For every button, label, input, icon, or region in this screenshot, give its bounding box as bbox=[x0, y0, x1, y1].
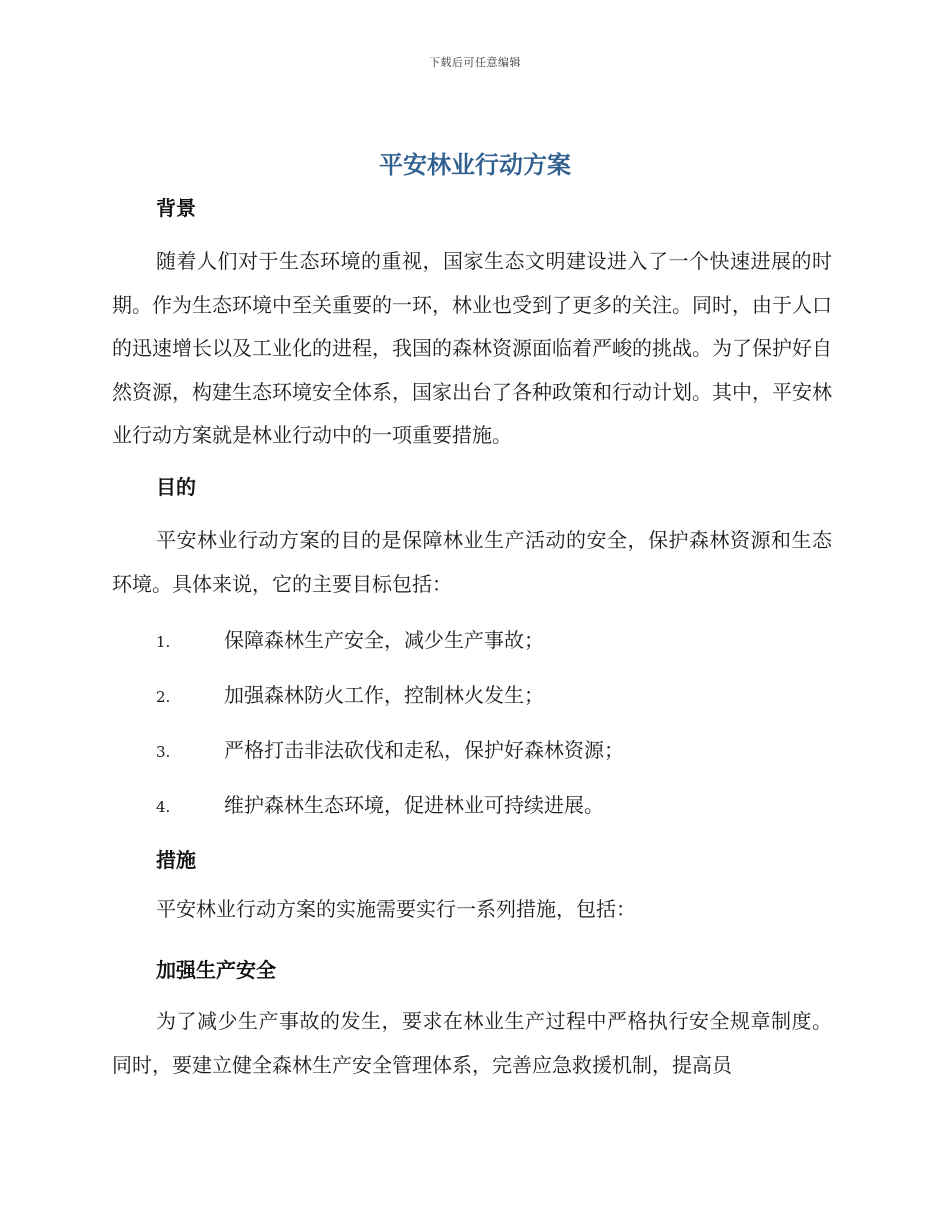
list-text: 保障森林生产安全，减少生产事故； bbox=[224, 628, 544, 652]
paragraph-production-safety: 为了减少生产事故的发生，要求在林业生产过程中严格执行安全规章制度。同时，要建立健全森林生产安全管理体系，完善应急救援机制，提高员 bbox=[112, 1009, 832, 1077]
list-number: 2. bbox=[156, 688, 171, 706]
list-item-goal-3 bbox=[156, 734, 624, 763]
document-title: 平安林业行动方案 bbox=[379, 151, 571, 179]
list-number: 1. bbox=[156, 633, 171, 651]
list-text: 严格打击非法砍伐和走私，保护好森林资源； bbox=[224, 738, 624, 762]
heading-measures: 措施 bbox=[156, 848, 196, 872]
heading-purpose: 目的 bbox=[156, 475, 196, 499]
paragraph-measures: 平安林业行动方案的实施需要实行一系列措施，包括： bbox=[156, 897, 636, 921]
heading-production-safety: 加强生产安全 bbox=[156, 958, 276, 982]
list-item-goal-1 bbox=[156, 624, 544, 653]
list-text: 加强森林防火工作，控制林火发生； bbox=[224, 683, 544, 707]
list-text: 维护森林生态环境，促进林业可持续进展。 bbox=[224, 793, 604, 817]
page-header-note: 下载后可任意编辑 bbox=[429, 56, 521, 69]
heading-background: 背景 bbox=[156, 196, 196, 220]
list-item-goal-4 bbox=[156, 789, 604, 818]
list-item-goal-2 bbox=[156, 679, 544, 708]
list-number: 4. bbox=[156, 798, 171, 816]
paragraph-purpose: 平安林业行动方案的目的是保障林业生产活动的安全，保护森林资源和生态环境。具体来说，它的主要目标包括： bbox=[112, 528, 832, 596]
paragraph-background: 随着人们对于生态环境的重视，国家生态文明建设进入了一个快速进展的时期。作为生态环境中至关重要的一环，林业也受到了更多的关注。同时，由于人口的迅速增长以及工业化的进程，我国的森林资源面临着严峻的挑战。为了保护好自然资源，构建生态环境安全体系，国家出台了各种政策和行动计划。其中，平安林业行动方案就是林业行动中的一项重要措施。 bbox=[112, 249, 832, 447]
list-number: 3. bbox=[156, 743, 171, 761]
